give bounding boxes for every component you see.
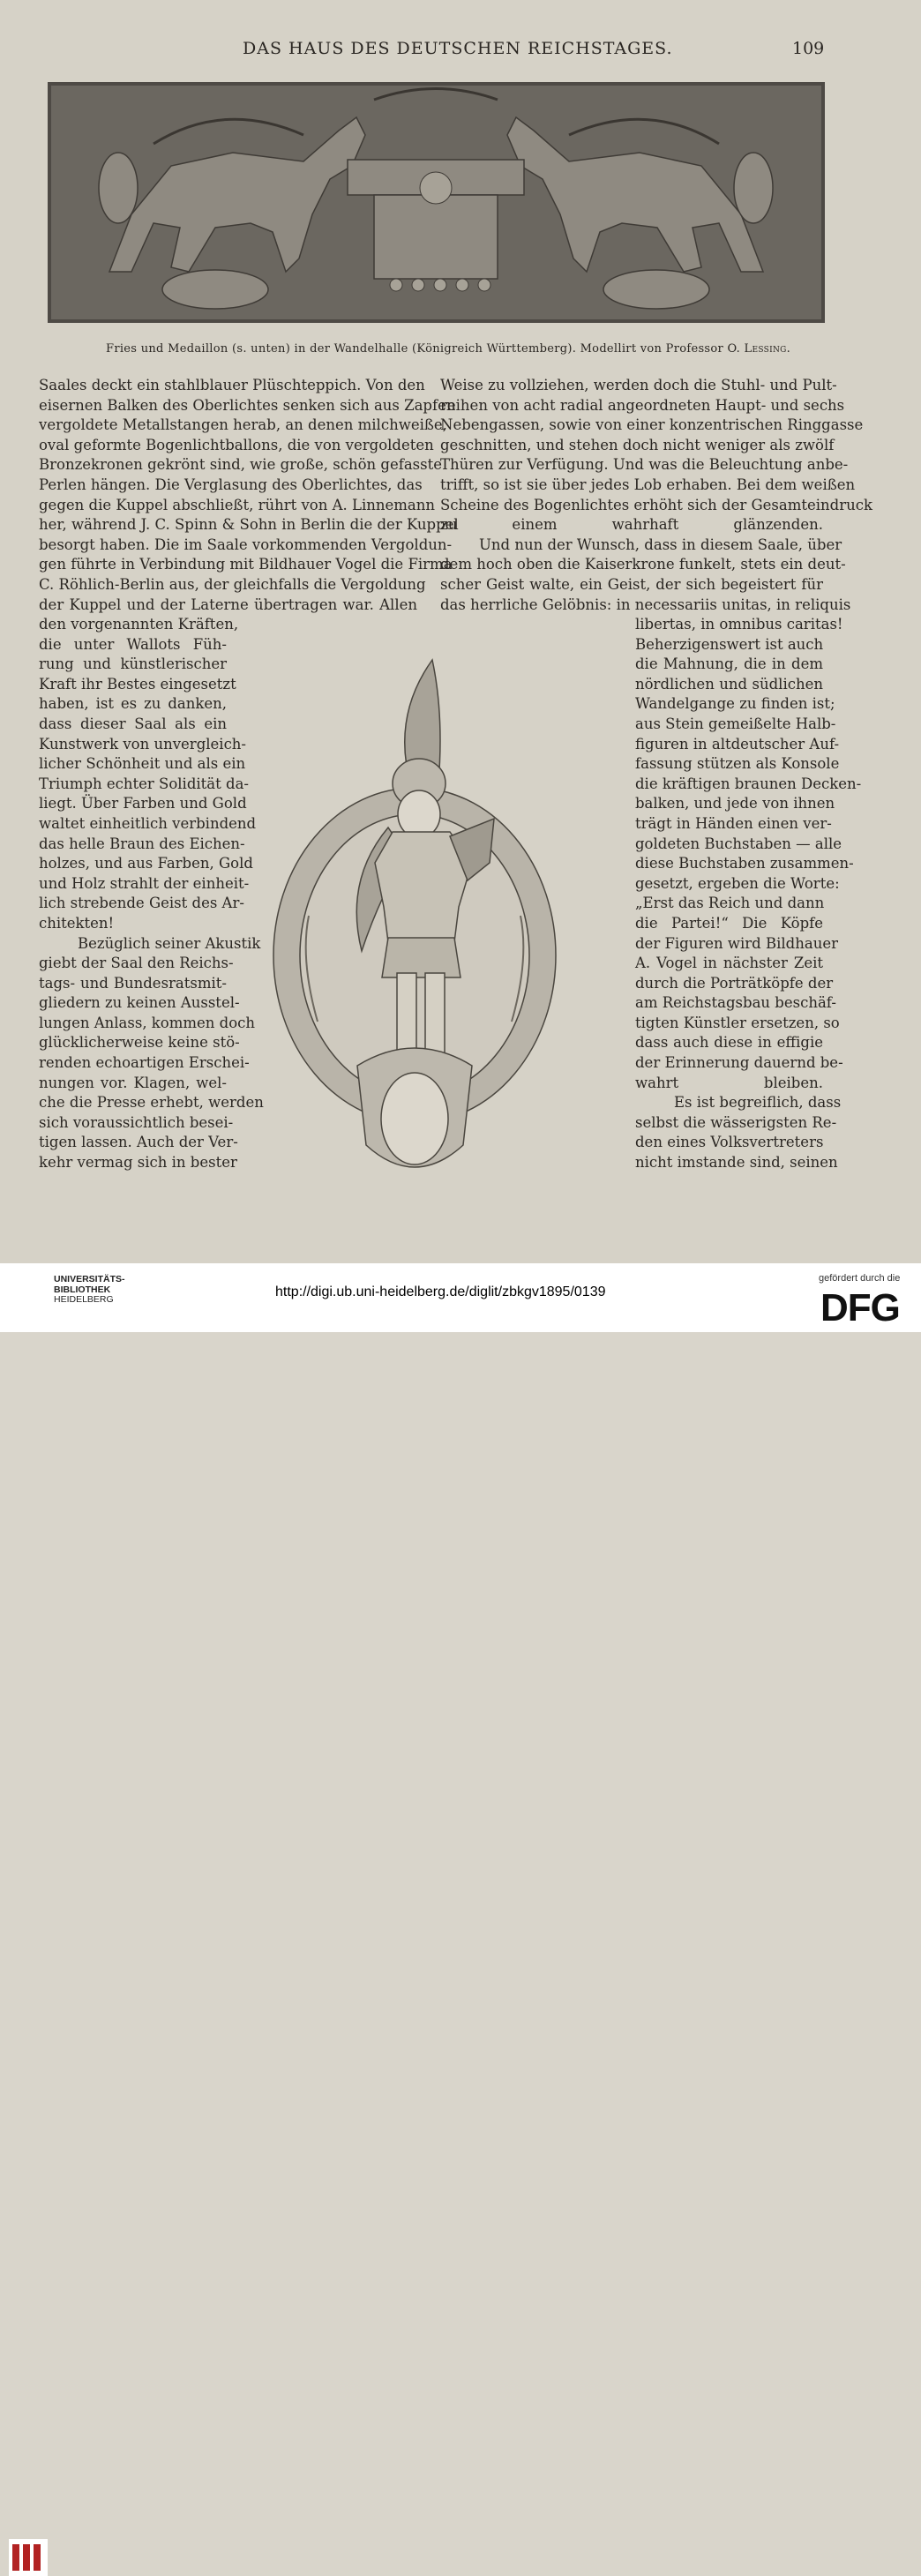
- text-line: der Erinnerung dauernd be-: [635, 1054, 843, 1072]
- caption-text: Fries und Medaillon (s. unten) in der Wandelhalle (Königreich Württemberg). Modellirt von Professor O.: [106, 342, 745, 356]
- permalink-url[interactable]: http://digi.ub.uni-heidelberg.de/diglit/zbkgv1895/0139: [275, 1284, 606, 1299]
- text-line: dem hoch oben die Kaiserkrone funkelt, stets ein deut-: [440, 556, 846, 573]
- text-line: der Figuren wird Bildhauer: [635, 934, 838, 952]
- library-line: UNIVERSITÄTS-: [54, 1274, 125, 1284]
- text-line: che die Presse erhebt, werden: [39, 1094, 264, 1112]
- text-line: kehr vermag sich in bester: [39, 1154, 237, 1172]
- text-line: chitekten!: [39, 914, 115, 932]
- dfg-logo: DFG: [820, 1286, 900, 1329]
- text-line: und Holz strahlt der einheit-: [39, 874, 250, 892]
- text-line: Es ist begreiflich, dass: [674, 1094, 842, 1112]
- text-line: gliedern zu keinen Ausstel-: [39, 994, 240, 1012]
- text-line: eisernen Balken des Oberlichtes senken sich aus Zapfen: [39, 396, 456, 414]
- text-line: Und nun der Wunsch, dass in diesem Saale, über: [479, 535, 842, 553]
- text-line: holzes, und aus Farben, Gold: [39, 855, 253, 872]
- text-line: tags- und Bundesratsmit-: [39, 974, 227, 992]
- text-line: libertas, in omnibus caritas!: [635, 616, 843, 633]
- text-line: nungen vor. Klagen, wel-: [39, 1074, 227, 1091]
- text-line: her, während J. C. Spinn & Sohn in Berlin die der Kuppel: [39, 516, 459, 534]
- text-line: selbst die wässerigsten Re-: [635, 1113, 837, 1131]
- text-line: tigen lassen. Auch der Ver-: [39, 1134, 238, 1151]
- text-line: fassung stützen als Konsole: [635, 755, 840, 773]
- text-line: Kraft ihr Bestes eingesetzt: [39, 675, 236, 693]
- text-line: am Reichstagsbau beschäf-: [635, 994, 836, 1012]
- text-line: Thüren zur Verfügung. Und was die Beleuchtung anbe-: [440, 456, 849, 474]
- right-column-narrow: [635, 615, 862, 1173]
- page-title: DAS HAUS DES DEUTSCHEN REICHSTAGES.: [243, 39, 673, 58]
- text-line: oval geformte Bogenlichtballons, die von vergoldeten: [39, 436, 434, 453]
- text-line: besorgt haben. Die im Saale vorkommenden Vergoldun-: [39, 535, 453, 553]
- text-line: gegen die Kuppel abschließt, rührt von A. Linnemann: [39, 496, 435, 513]
- text-line: scher Geist walte, ein Geist, der sich begeistert für: [440, 575, 823, 593]
- text-line: diese Buchstaben zusammen-: [635, 855, 854, 872]
- text-line: das helle Braun des Eichen-: [39, 835, 245, 852]
- funding-caption: gefördert durch die: [819, 1273, 901, 1284]
- text-line: Weise zu vollziehen, werden doch die Stuhl- und Pult-: [440, 377, 837, 393]
- text-line: sich voraussichtlich besei-: [39, 1113, 234, 1131]
- text-line: „Erst das Reich und dann: [635, 895, 825, 912]
- text-line: vergoldete Metallstangen herab, an denen milchweiße,: [39, 416, 447, 434]
- ub-heidelberg-logo-icon: [9, 2539, 48, 2576]
- text-line: zu einem wahrhaft glänzenden.: [440, 516, 823, 534]
- text-line: giebt der Saal den Reichs-: [39, 955, 234, 972]
- text-line: aus Stein gemeißelte Halb-: [635, 715, 836, 732]
- text-line: der Kuppel und der Laterne übertragen war. Allen: [39, 595, 417, 613]
- text-line: durch die Porträtköpfe der: [635, 974, 834, 992]
- text-line: glücklicherweise keine stö-: [39, 1034, 240, 1052]
- page-number: 109: [792, 39, 825, 58]
- text-line: nicht imstande sind, seinen: [635, 1154, 838, 1172]
- text-line: die Partei!“ Die Köpfe: [635, 914, 823, 932]
- text-line: reihen von acht radial angeordneten Haupt- und sechs: [440, 396, 845, 414]
- text-line: lungen Anlass, kommen doch: [39, 1014, 256, 1031]
- text-line: licher Schönheit und als ein: [39, 755, 246, 773]
- text-line: Wandelgange zu finden ist;: [635, 695, 835, 713]
- text-line: waltet einheitlich verbindend: [39, 814, 257, 832]
- text-line: balken, und jede von ihnen: [635, 795, 835, 812]
- text-line: nördlichen und südlichen: [635, 675, 823, 693]
- text-line: gen führte in Verbindung mit Bildhauer Vogel die Firma: [39, 556, 453, 573]
- text-line: trifft, so ist sie über jedes Lob erhaben. Bei dem weißen: [440, 476, 856, 493]
- text-line: den vorgenannten Kräften,: [39, 616, 239, 633]
- text-line: Nebengassen, sowie von einer konzentrischen Ringgasse: [440, 416, 864, 434]
- text-line: den eines Volksvertreters: [635, 1134, 824, 1151]
- text-line: Saales deckt ein stahlblauer Plüschteppich. Von den: [39, 377, 425, 393]
- medallion-sculpture-image: [256, 651, 573, 1187]
- text-line: die Mahnung, die in dem: [635, 655, 823, 673]
- left-column-narrow: [39, 615, 264, 1173]
- frieze-relief-image: [48, 82, 825, 323]
- running-header: [0, 39, 921, 64]
- text-line: goldeten Buchstaben — alle: [635, 835, 842, 852]
- text-line: liegt. Über Farben und Gold: [39, 795, 247, 812]
- library-line: HEIDELBERG: [54, 1294, 114, 1305]
- text-line: dass dieser Saal als ein: [39, 715, 227, 732]
- text-line: rung und künstlerischer: [39, 655, 227, 673]
- text-line: wahrt bleiben.: [635, 1074, 823, 1091]
- text-line: lich strebende Geist des Ar-: [39, 895, 244, 912]
- text-line: die kräftigen braunen Decken-: [635, 775, 862, 792]
- text-line: die unter Wallots Füh-: [39, 635, 227, 653]
- text-line: Bronzekronen gekrönt sind, wie große, schön gefasste: [39, 456, 442, 474]
- left-column-top: [39, 376, 459, 615]
- text-line: C. Röhlich-Berlin aus, der gleichfalls die Vergoldung: [39, 575, 426, 593]
- right-column-top: [440, 376, 872, 615]
- scanned-page: [0, 0, 921, 1263]
- text-line: renden echoartigen Erschei-: [39, 1054, 250, 1072]
- library-line: BIBLIOTHEK: [54, 1284, 111, 1295]
- text-line: dass auch diese in effigie: [635, 1034, 823, 1052]
- text-line: trägt in Händen einen ver-: [635, 814, 832, 832]
- figure-caption: [106, 342, 791, 356]
- text-line: Kunstwerk von unvergleich-: [39, 735, 247, 753]
- text-line: Beherzigenswert ist auch: [635, 635, 824, 653]
- caption-end: .: [786, 342, 791, 356]
- text-line: A. Vogel in nächster Zeit: [635, 955, 823, 972]
- caption-author: Lessing: [744, 342, 787, 356]
- text-line: Bezüglich seiner Akustik: [78, 934, 261, 952]
- text-line: gesetzt, ergeben die Worte:: [635, 874, 840, 892]
- text-line: tigten Künstler ersetzen, so: [635, 1014, 840, 1031]
- text-line: Scheine des Bogenlichtes erhöht sich der Gesamteindruck: [440, 496, 872, 513]
- library-name: [54, 1275, 125, 1306]
- text-line: das herrliche Gelöbnis: in necessariis unitas, in reliquis: [440, 595, 851, 613]
- text-line: figuren in altdeutscher Auf-: [635, 735, 840, 753]
- text-line: geschnitten, und stehen doch nicht weniger als zwölf: [440, 436, 835, 453]
- text-line: Triumph echter Solidität da-: [39, 775, 249, 792]
- text-line: Perlen hängen. Die Verglasung des Oberlichtes, das: [39, 476, 423, 493]
- text-line: haben, ist es zu danken,: [39, 695, 227, 713]
